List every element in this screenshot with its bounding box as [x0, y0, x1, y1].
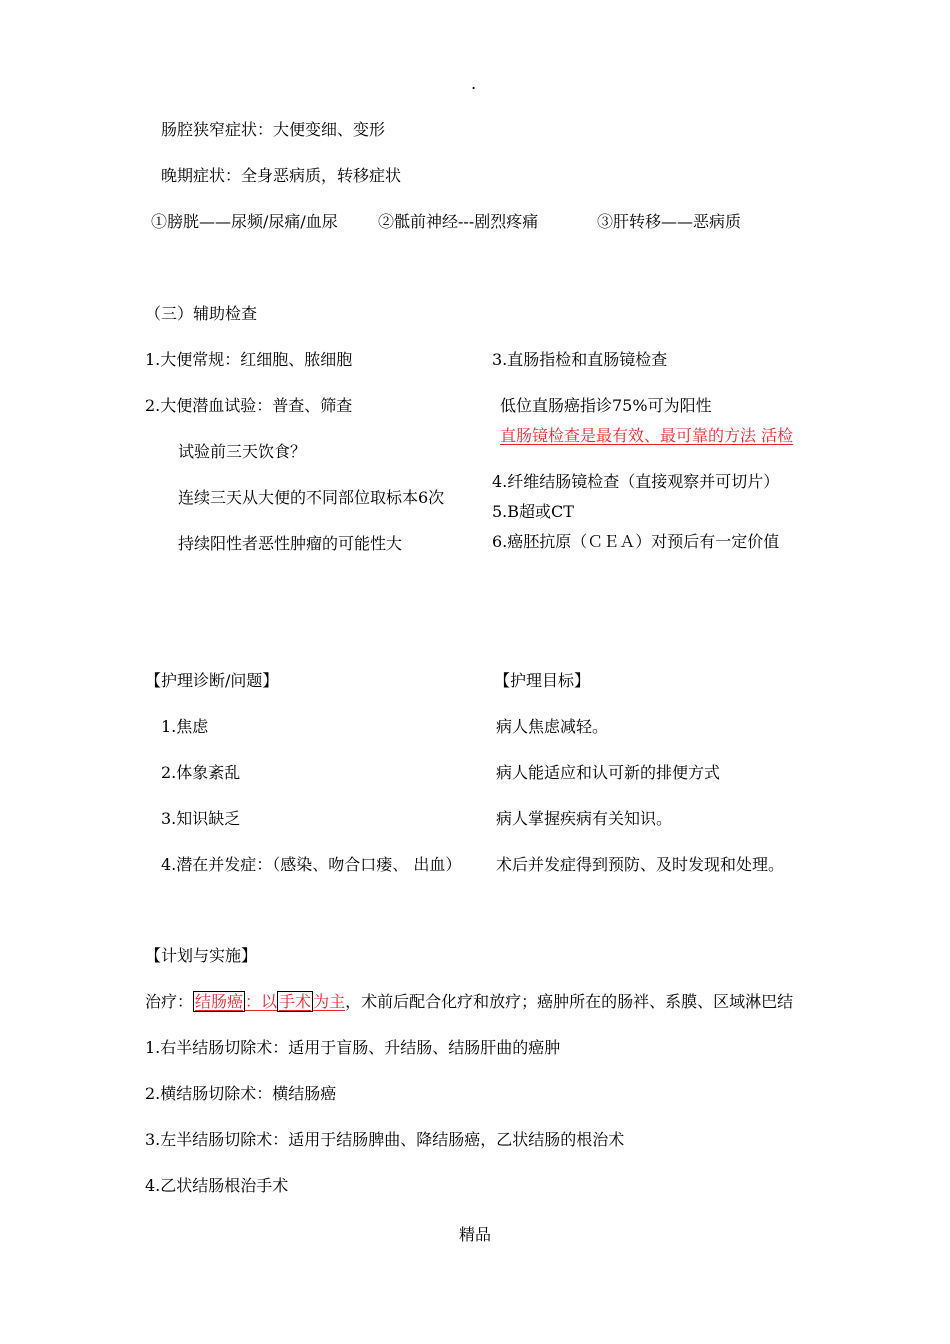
treatment-surgery: 手术 [279, 992, 312, 1011]
diagnosis-3: 3.知识缺乏 [161, 809, 241, 828]
exam-heading: （三）辅助检查 [145, 304, 258, 323]
metastasis-sacral: ②骶前神经---剧烈疼痛 [378, 212, 539, 231]
exam-right-6: 6.癌胚抗原（ＣＥＡ）对预后有一定价值 [492, 532, 780, 551]
plan-item-1: 1.右半结肠切除术：适用于盲肠、升结肠、结肠肝曲的癌肿 [145, 1038, 561, 1057]
diagnosis-heading: 【护理诊断/问题】 [145, 671, 279, 690]
diagnosis-1: 1.焦虑 [161, 717, 209, 736]
metastasis-bladder: ①膀胱——尿频/尿痛/血尿 [151, 212, 338, 231]
plan-item-3: 3.左半结肠切除术：适用于结肠脾曲、降结肠癌，乙状结肠的根治术 [145, 1130, 625, 1149]
diagnosis-4: 4.潜在并发症：（感染、吻合口瘘、 出血） [161, 855, 462, 874]
treatment-colon-cancer: 结肠癌 [195, 992, 244, 1011]
goal-3: 病人掌握疾病有关知识。 [496, 809, 673, 828]
goal-4: 术后并发症得到预防、及时发现和处理。 [496, 855, 785, 874]
header-dot: . [471, 74, 477, 93]
treatment-prefix: 治疗： [145, 992, 194, 1011]
plan-item-4: 4.乙状结肠根治手术 [145, 1176, 289, 1195]
diagnosis-2: 2.体象紊乱 [161, 763, 241, 782]
exam-right-4: 4.纤维结肠镜检查（直接观察并可切片） [492, 472, 780, 491]
exam-left-4: 连续三天从大便的不同部位取标本6次 [178, 488, 445, 507]
treatment-line [145, 992, 793, 1012]
plan-heading: 【计划与实施】 [145, 946, 258, 965]
exam-left-3: 试验前三天饮食？ [178, 442, 307, 461]
exam-left-1: 1.大便常规：红细胞、脓细胞 [145, 350, 353, 369]
goal-1: 病人焦虑减轻。 [496, 717, 609, 736]
footer-label: 精品 [459, 1225, 492, 1244]
exam-right-5: 5.B超或CT [492, 502, 574, 521]
symptom-narrow: 肠腔狭窄症状：大便变细、变形 [161, 120, 386, 139]
treatment-main: 为主 [313, 992, 346, 1011]
exam-right-3: 3.直肠指检和直肠镜检查 [492, 350, 668, 369]
treatment-with: ：以 [245, 992, 278, 1011]
symptom-late: 晚期症状：全身恶病质，转移症状 [161, 166, 402, 185]
plan-item-2: 2.横结肠切除术：横结肠癌 [145, 1084, 337, 1103]
exam-right-note1: 低位直肠癌指诊75%可为阳性 [500, 396, 712, 415]
goal-heading: 【护理目标】 [494, 671, 591, 690]
exam-left-2: 2.大便潜血试验：普查、筛查 [145, 396, 353, 415]
metastasis-liver: ③肝转移——恶病质 [597, 212, 742, 231]
treatment-rest: ，术前后配合化疗和放疗；癌肿所在的肠袢、系膜、区域淋巴结 [345, 992, 794, 1011]
exam-right-note2: 直肠镜检查是最有效、最可靠的方法 活检 [500, 426, 794, 445]
exam-left-5: 持续阳性者恶性肿瘤的可能性大 [178, 534, 403, 553]
goal-2: 病人能适应和认可新的排便方式 [496, 763, 721, 782]
